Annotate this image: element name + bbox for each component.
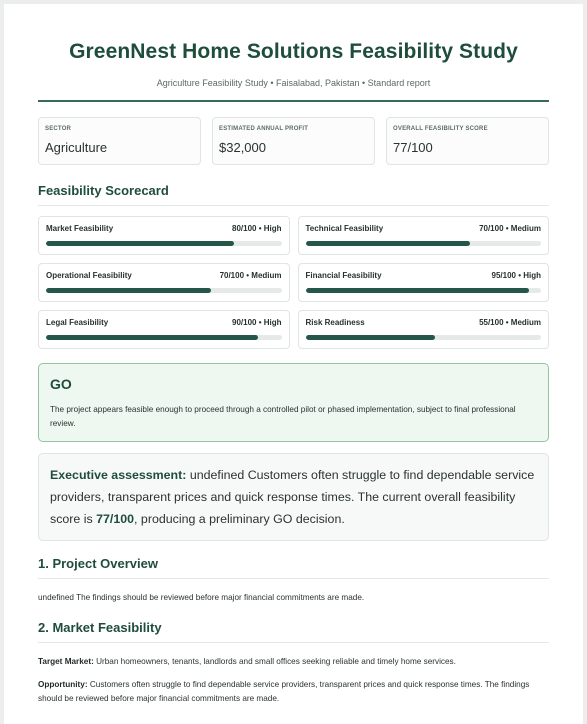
score-bar-track — [306, 288, 542, 293]
score-card-financial — [298, 263, 550, 302]
score-card-legal — [38, 310, 290, 349]
score-bar-fill — [306, 241, 471, 246]
metric-label: OVERALL FEASIBILITY SCORE — [393, 126, 488, 132]
score-card-market — [38, 216, 290, 255]
score-value: 70/100 • Medium — [219, 271, 282, 280]
report-page — [4, 4, 583, 724]
report-subtitle: Agriculture Feasibility Study • Faisalabad, Pakistan • Standard report — [156, 78, 431, 88]
scorecard-grid — [38, 216, 549, 349]
score-bar-fill — [46, 241, 234, 246]
score-bar-fill — [306, 288, 530, 293]
metric-label: ESTIMATED ANNUAL PROFIT — [219, 126, 309, 132]
score-bar-track — [46, 335, 282, 340]
title-divider — [38, 100, 549, 102]
decision-text: The project appears feasible enough to proceed through a controlled pilot or phased implementation, subject to final professional review. — [50, 405, 516, 428]
score-bar-fill — [46, 335, 258, 340]
metric-label: SECTOR — [45, 126, 72, 132]
metric-value: 77/100 — [393, 140, 433, 155]
score-value: 95/100 • High — [491, 271, 541, 280]
metric-profit — [212, 117, 375, 165]
decision-label: GO — [50, 376, 72, 392]
score-name: Financial Feasibility — [305, 271, 382, 280]
opportunity-paragraph — [38, 678, 549, 706]
score-name: Market Feasibility — [46, 224, 114, 233]
decision-box — [38, 363, 549, 442]
score-bar-track — [46, 241, 282, 246]
score-value: 55/100 • Medium — [479, 318, 541, 327]
score-value: 70/100 • Medium — [479, 224, 541, 233]
metric-sector — [38, 117, 201, 165]
score-name: Technical Feasibility — [305, 224, 384, 233]
section-heading-market: 2. Market Feasibility — [38, 620, 549, 643]
executive-assessment — [38, 453, 549, 541]
target-market-text: Urban homeowners, tenants, landlords and small offices seeking reliable and timely home services. — [93, 657, 456, 666]
metric-value: $32,000 — [219, 140, 266, 155]
metric-overall-score — [386, 117, 549, 165]
executive-score: 77/100 — [96, 512, 135, 526]
executive-text: undefined Customers often struggle to find dependable service providers, transparent prices and quick response times. The current overall feasibility score is — [50, 468, 535, 526]
score-name: Risk Readiness — [305, 318, 365, 327]
metrics-row — [38, 117, 549, 165]
executive-label: Executive assessment: — [50, 468, 187, 482]
score-bar-fill — [46, 288, 211, 293]
score-value: 80/100 • High — [232, 224, 282, 233]
score-name: Legal Feasibility — [46, 318, 109, 327]
overview-text: undefined The findings should be reviewed before major financial commitments are made. — [38, 593, 365, 602]
scorecard-heading: Feasibility Scorecard — [38, 183, 549, 206]
score-bar-track — [306, 241, 542, 246]
report-title: GreenNest Home Solutions Feasibility Study — [69, 40, 518, 63]
metric-value: Agriculture — [45, 140, 108, 155]
score-card-operational — [38, 263, 290, 302]
score-bar-track — [46, 288, 282, 293]
section-heading-overview: 1. Project Overview — [38, 556, 549, 579]
opportunity-text: Customers often struggle to find dependable service providers, transparent prices and quick response times. The findings should be reviewed before major financial commitments are made. — [38, 680, 530, 703]
score-bar-track — [306, 335, 542, 340]
target-market-label: Target Market: — [38, 657, 94, 666]
opportunity-label: Opportunity: — [38, 680, 88, 689]
score-bar-fill — [306, 335, 436, 340]
executive-text-end: , producing a preliminary GO decision. — [134, 512, 345, 526]
score-value: 90/100 • High — [232, 318, 282, 327]
score-card-risk — [298, 310, 550, 349]
score-card-technical — [298, 216, 550, 255]
target-market-paragraph — [38, 655, 549, 669]
score-name: Operational Feasibility — [46, 271, 132, 280]
